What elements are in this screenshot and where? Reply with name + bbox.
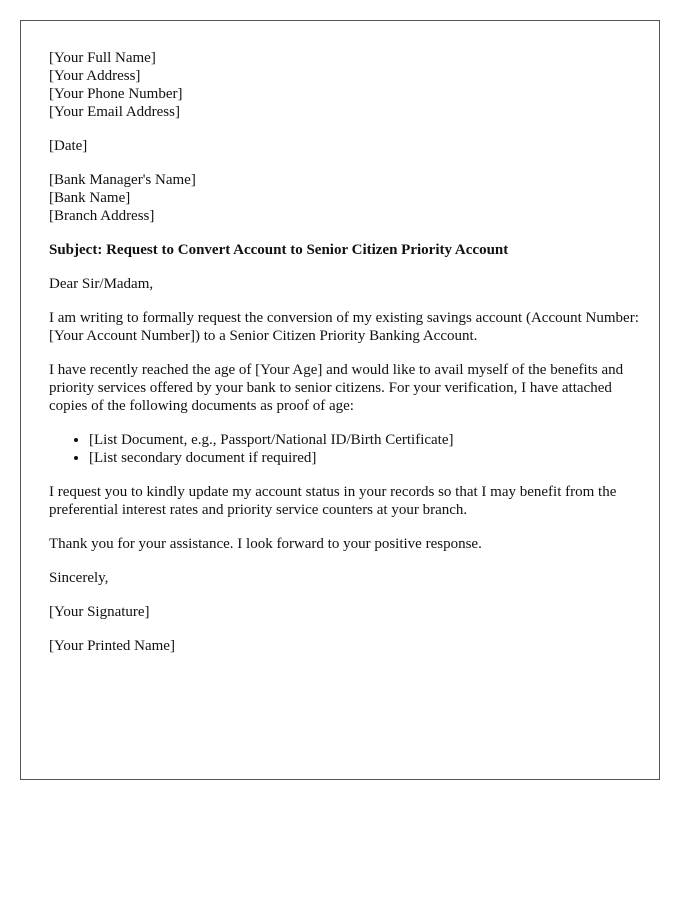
recipient-branch: [Branch Address] bbox=[49, 208, 155, 224]
letter-content bbox=[49, 49, 639, 671]
signature: [Your Signature] bbox=[49, 604, 150, 620]
body-paragraph-2: I have recently reached the age of [Your Age] and would like to avail myself of the benefits and priority services offered by your bank to senior citizens. For your verification, I have attached copies of the following documents as proof of age: bbox=[49, 362, 624, 414]
list-item: • [List Document, e.g., Passport/National ID/Birth Certificate] bbox=[89, 431, 639, 449]
sender-name: [Your Full Name] bbox=[49, 50, 156, 66]
letter-date: [Date] bbox=[49, 138, 88, 154]
documents-list bbox=[49, 431, 639, 467]
printed-name: [Your Printed Name] bbox=[49, 638, 175, 654]
sender-email: [Your Email Address] bbox=[49, 104, 180, 120]
body-paragraph-1: I am writing to formally request the conversion of my existing savings account (Account Number: [Your Account Number]) to a Senior Citizen Priority Banking Account. bbox=[49, 310, 639, 344]
recipient-bank: [Bank Name] bbox=[49, 190, 131, 206]
body-paragraph-4: Thank you for your assistance. I look forward to your positive response. bbox=[49, 536, 482, 552]
sender-address: [Your Address] bbox=[49, 68, 141, 84]
sender-phone: [Your Phone Number] bbox=[49, 86, 183, 102]
recipient-manager: [Bank Manager's Name] bbox=[49, 172, 196, 188]
list-item: • [List secondary document if required] bbox=[89, 449, 639, 467]
letter-page bbox=[20, 20, 660, 780]
closing: Sincerely, bbox=[49, 570, 109, 586]
body-paragraph-3: I request you to kindly update my account status in your records so that I may benefit from the preferential interest rates and priority service counters at your branch. bbox=[49, 484, 617, 518]
sender-block bbox=[49, 49, 639, 121]
letter-subject: Subject: Request to Convert Account to Senior Citizen Priority Account bbox=[49, 242, 509, 258]
salutation: Dear Sir/Madam, bbox=[49, 276, 154, 292]
recipient-block bbox=[49, 171, 639, 225]
